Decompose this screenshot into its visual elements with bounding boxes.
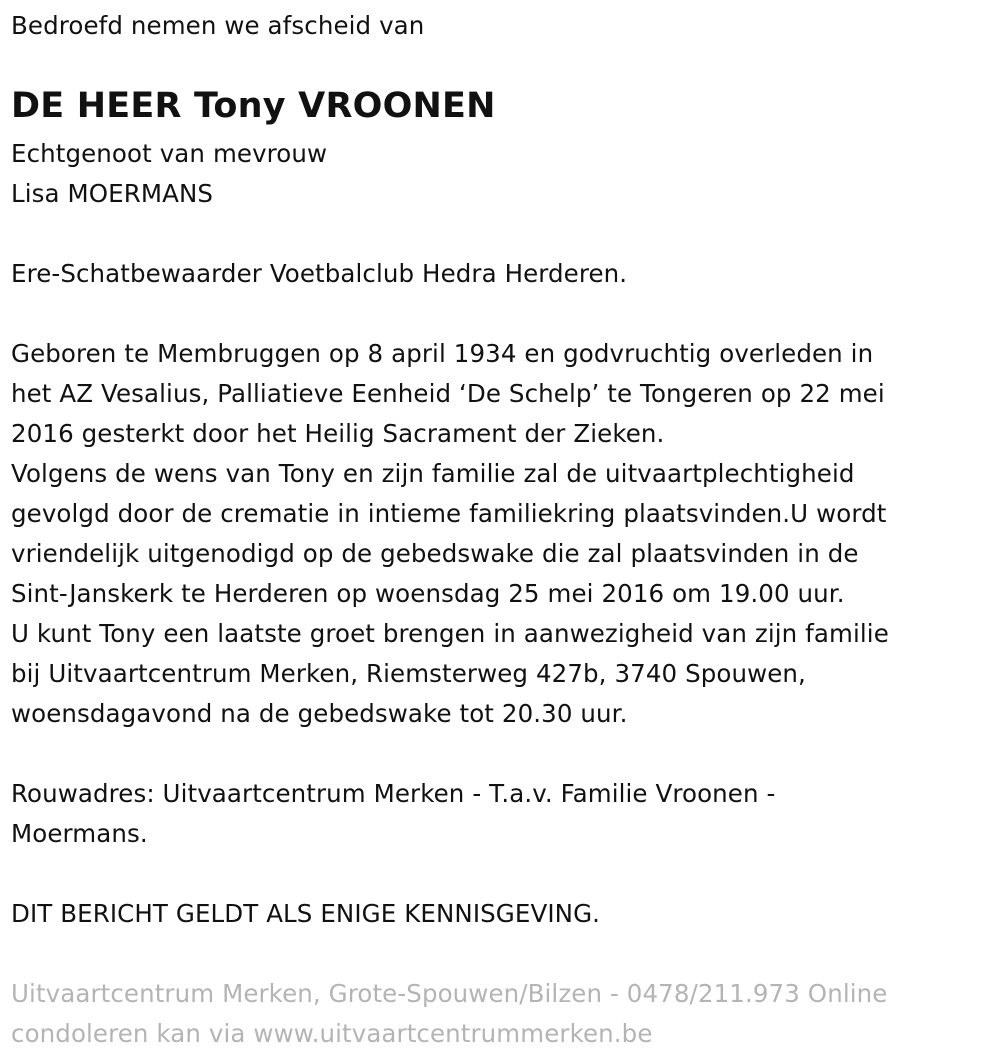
address-line: Rouwadres: Uitvaartcentrum Merken - T.a.v. Familie Vroonen - [11,779,776,808]
body-line: gevolgd door de crematie in intieme familiekring plaatsvinden.U wordt [11,499,887,528]
announcement-text: DIT BERICHT GELDT ALS ENIGE KENNISGEVING. [11,899,601,928]
honorary-title: Ere-Schatbewaarder Voetbalclub Hedra Herderen. [11,259,628,288]
body-line: Geboren te Membruggen op 8 april 1934 en godvruchtig overleden in [11,339,874,368]
body-line: Sint-Janskerk te Herderen op woensdag 25 mei 2016 om 19.00 uur. [11,579,845,608]
footer-line: Uitvaartcentrum Merken, Grote-Spouwen/Bilzen - 0478/211.973 Online [11,979,888,1008]
body-line: Volgens de wens van Tony en zijn familie zal de uitvaartplechtigheid [11,459,855,488]
footer-line: condoleren kan via www.uitvaartcentrummerken.be [11,1019,653,1048]
body-line: 2016 gesterkt door het Heilig Sacrament der Zieken. [11,419,665,448]
body-line: woensdagavond na de gebedswake tot 20.30 uur. [11,699,628,728]
intro-text: Bedroefd nemen we afscheid van [11,11,425,40]
address-line: Moermans. [11,819,148,848]
spouse-line-2: Lisa MOERMANS [11,179,214,208]
body-line: het AZ Vesalius, Palliatieve Eenheid ‘De Schelp’ te Tongeren op 22 mei [11,379,885,408]
deceased-name-title: DE HEER Tony VROONEN [11,86,496,126]
body-line: bij Uitvaartcentrum Merken, Riemsterweg 427b, 3740 Spouwen, [11,659,806,688]
body-line: vriendelijk uitgenodigd op de gebedswake die zal plaatsvinden in de [11,539,859,568]
body-line: U kunt Tony een laatste groet brengen in aanwezigheid van zijn familie [11,619,889,648]
spouse-line-1: Echtgenoot van mevrouw [11,139,328,168]
